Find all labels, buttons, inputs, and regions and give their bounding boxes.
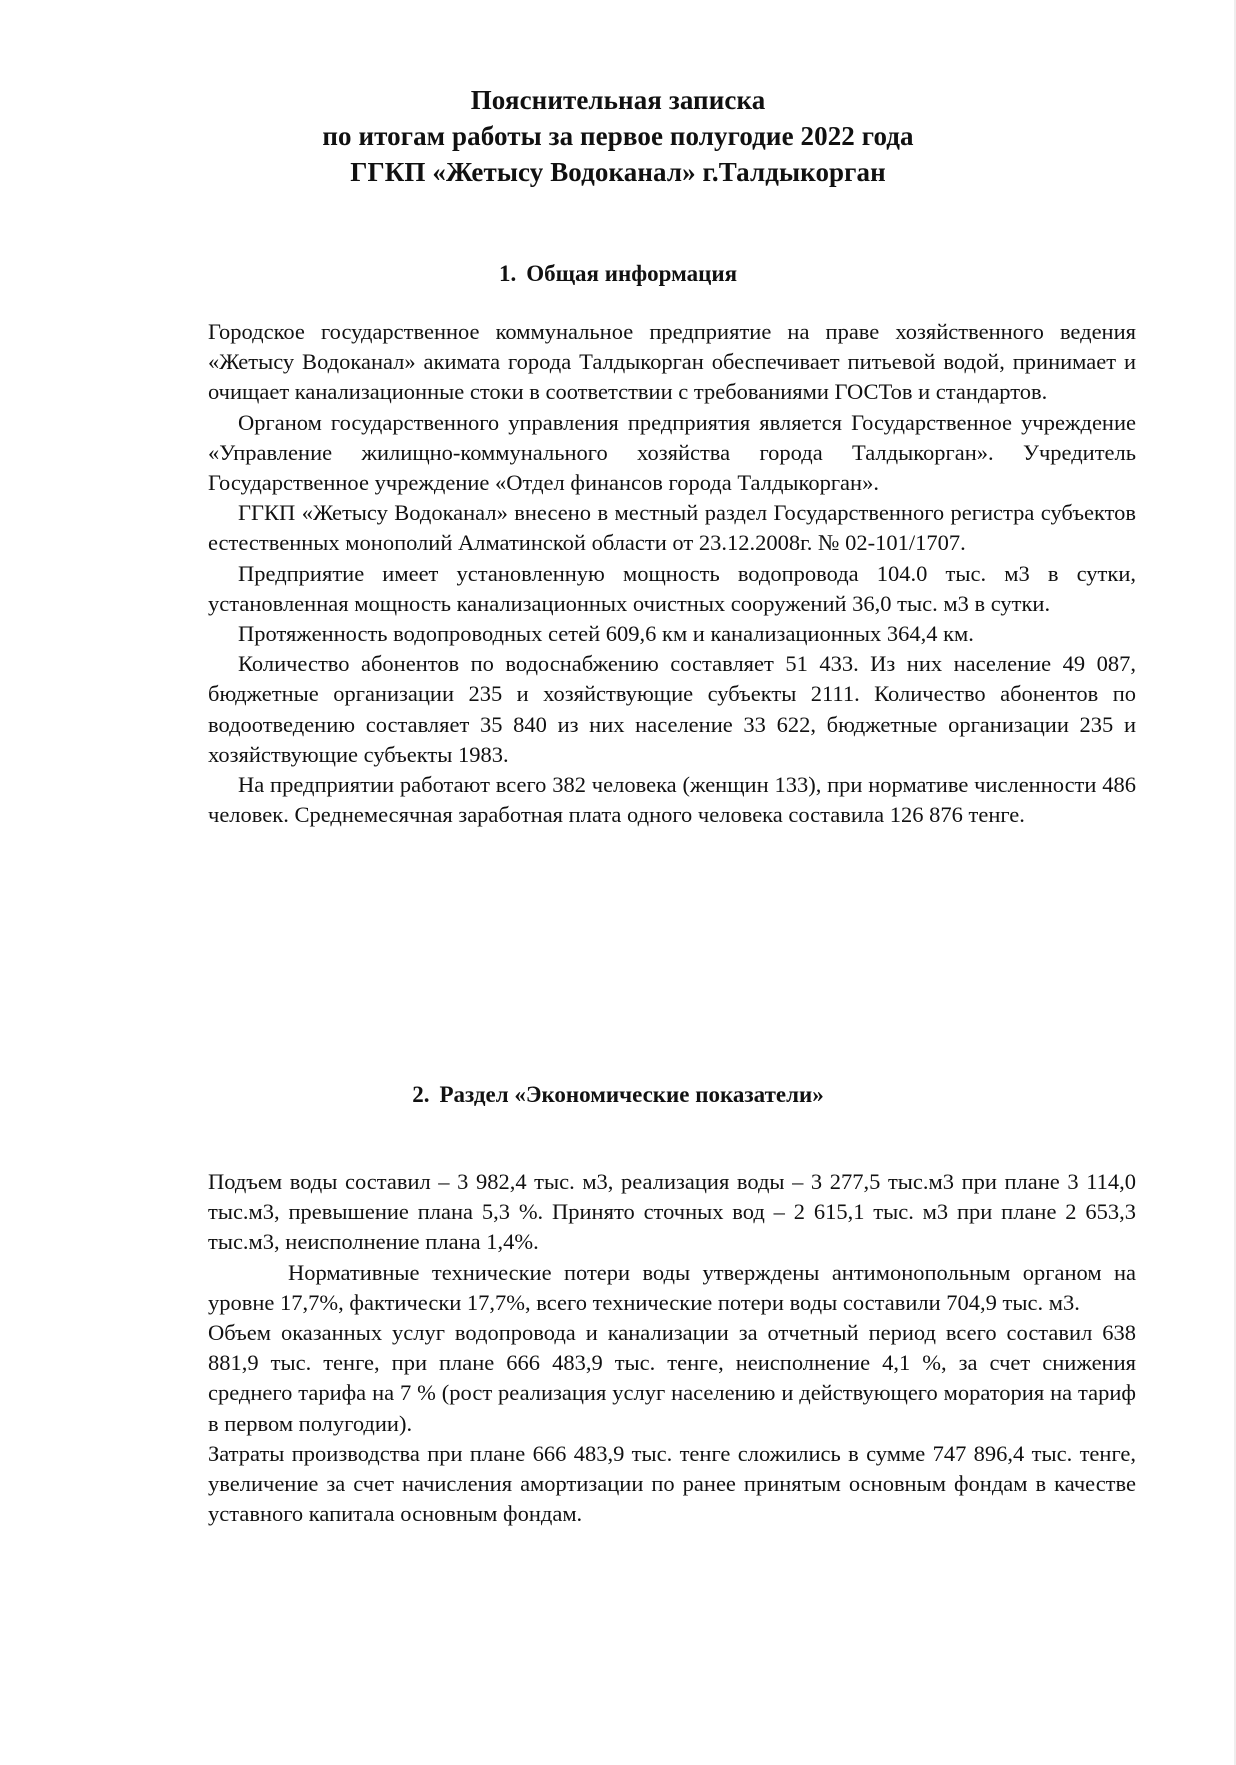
paragraph-governing-body: Органом государственного управления предприятия является Государственное учреждение «Управление жилищно-коммунального хозяйства города Талдыкорган». Учредитель Государственное учреждение «Отдел финансов города Талдыкорган». <box>208 409 1136 496</box>
paragraph-staff: На предприятии работают всего 382 человека (женщин 133), при нормативе численности 486 человек. Среднемесячная заработная плата одного человека составила 126 876 тенге. <box>208 772 1136 828</box>
paragraph-production-costs: Затраты производства при плане 666 483,9 тыс. тенге сложились в сумме 747 896,4 тыс. тенге, увеличение за счет начисления амортизации по ранее принятым основным фондам в качестве уставного капитала основным фондам. <box>208 1440 1136 1527</box>
document-title <box>0 82 1236 190</box>
paragraph-subscribers: Количество абонентов по водоснабжению составляет 51 433. Из них население 49 087, бюджетные организации 235 и хозяйствующие субъекты 2111. Количество абонентов по водоотведению составляет 35 840 из них население 33 622, бюджетные организации 235 и хозяйствующие субъекты 1983. <box>208 651 1136 767</box>
section-2-heading <box>0 1080 1236 1110</box>
paragraph-company-description: Городское государственное коммунальное предприятие на праве хозяйственного ведения «Жетысу Водоканал» акимата города Талдыкорган обеспечивает питьевой водой, принимает и очищает канализационные стоки в соответствии с требованиями ГОСТов и стандартов. <box>208 319 1136 405</box>
section-2-number: 2. <box>412 1082 430 1107</box>
paragraph-network-length: Протяженность водопроводных сетей 609,6 км и канализационных 364,4 км. <box>238 621 974 647</box>
section-1-title: Общая информация <box>526 261 738 286</box>
title-line-2: по итогам работы за первое полугодие 2022 года <box>322 121 914 151</box>
paragraph-monopoly-register: ГГКП «Жетысу Водоканал» внесено в местный раздел Государственного регистра субъектов естественных монополий Алматинской области от 23.12.2008г. № 02-101/1707. <box>208 500 1136 556</box>
section-1-body <box>208 317 1136 830</box>
paragraph-capacity: Предприятие имеет установленную мощность водопровода 104.0 тыс. м3 в сутки, установленная мощность канализационных очистных сооружений 36,0 тыс. м3 в сутки. <box>208 560 1136 616</box>
section-2-body <box>208 1167 1136 1529</box>
title-line-1: Пояснительная записка <box>470 85 766 115</box>
section-1-number: 1. <box>498 261 517 286</box>
paragraph-water-volume: Подъем воды составил – 3 982,4 тыс. м3, реализация воды – 3 277,5 тыс.м3 при плане 3 114,0 тыс.м3, превышение плана 5,3 %. Принято сточных вод – 2 615,1 тыс. м3 при плане 2 653,3 тыс.м3, неисполнение плана 1,4%. <box>208 1169 1136 1255</box>
section-1-heading <box>0 259 1236 289</box>
title-line-3: ГГКП «Жетысу Водоканал» г.Талдыкорган <box>350 157 886 187</box>
section-2-title: Раздел «Экономические показатели» <box>439 1082 824 1107</box>
paragraph-technical-losses: Нормативные технические потери воды утверждены антимонопольным органом на уровне 17,7%, фактически 17,7%, всего технические потери воды составили 704,9 тыс. м3. <box>208 1259 1136 1315</box>
paragraph-services-revenue: Объем оказанных услуг водопровода и канализации за отчетный период всего составил 638 881,9 тыс. тенге, при плане 666 483,9 тыс. тенге, неисполнение 4,1 %, за счет снижения среднего тарифа на 7 % (рост реализация услуг населению и действующего моратория на тариф в первом полугодии). <box>208 1320 1136 1436</box>
